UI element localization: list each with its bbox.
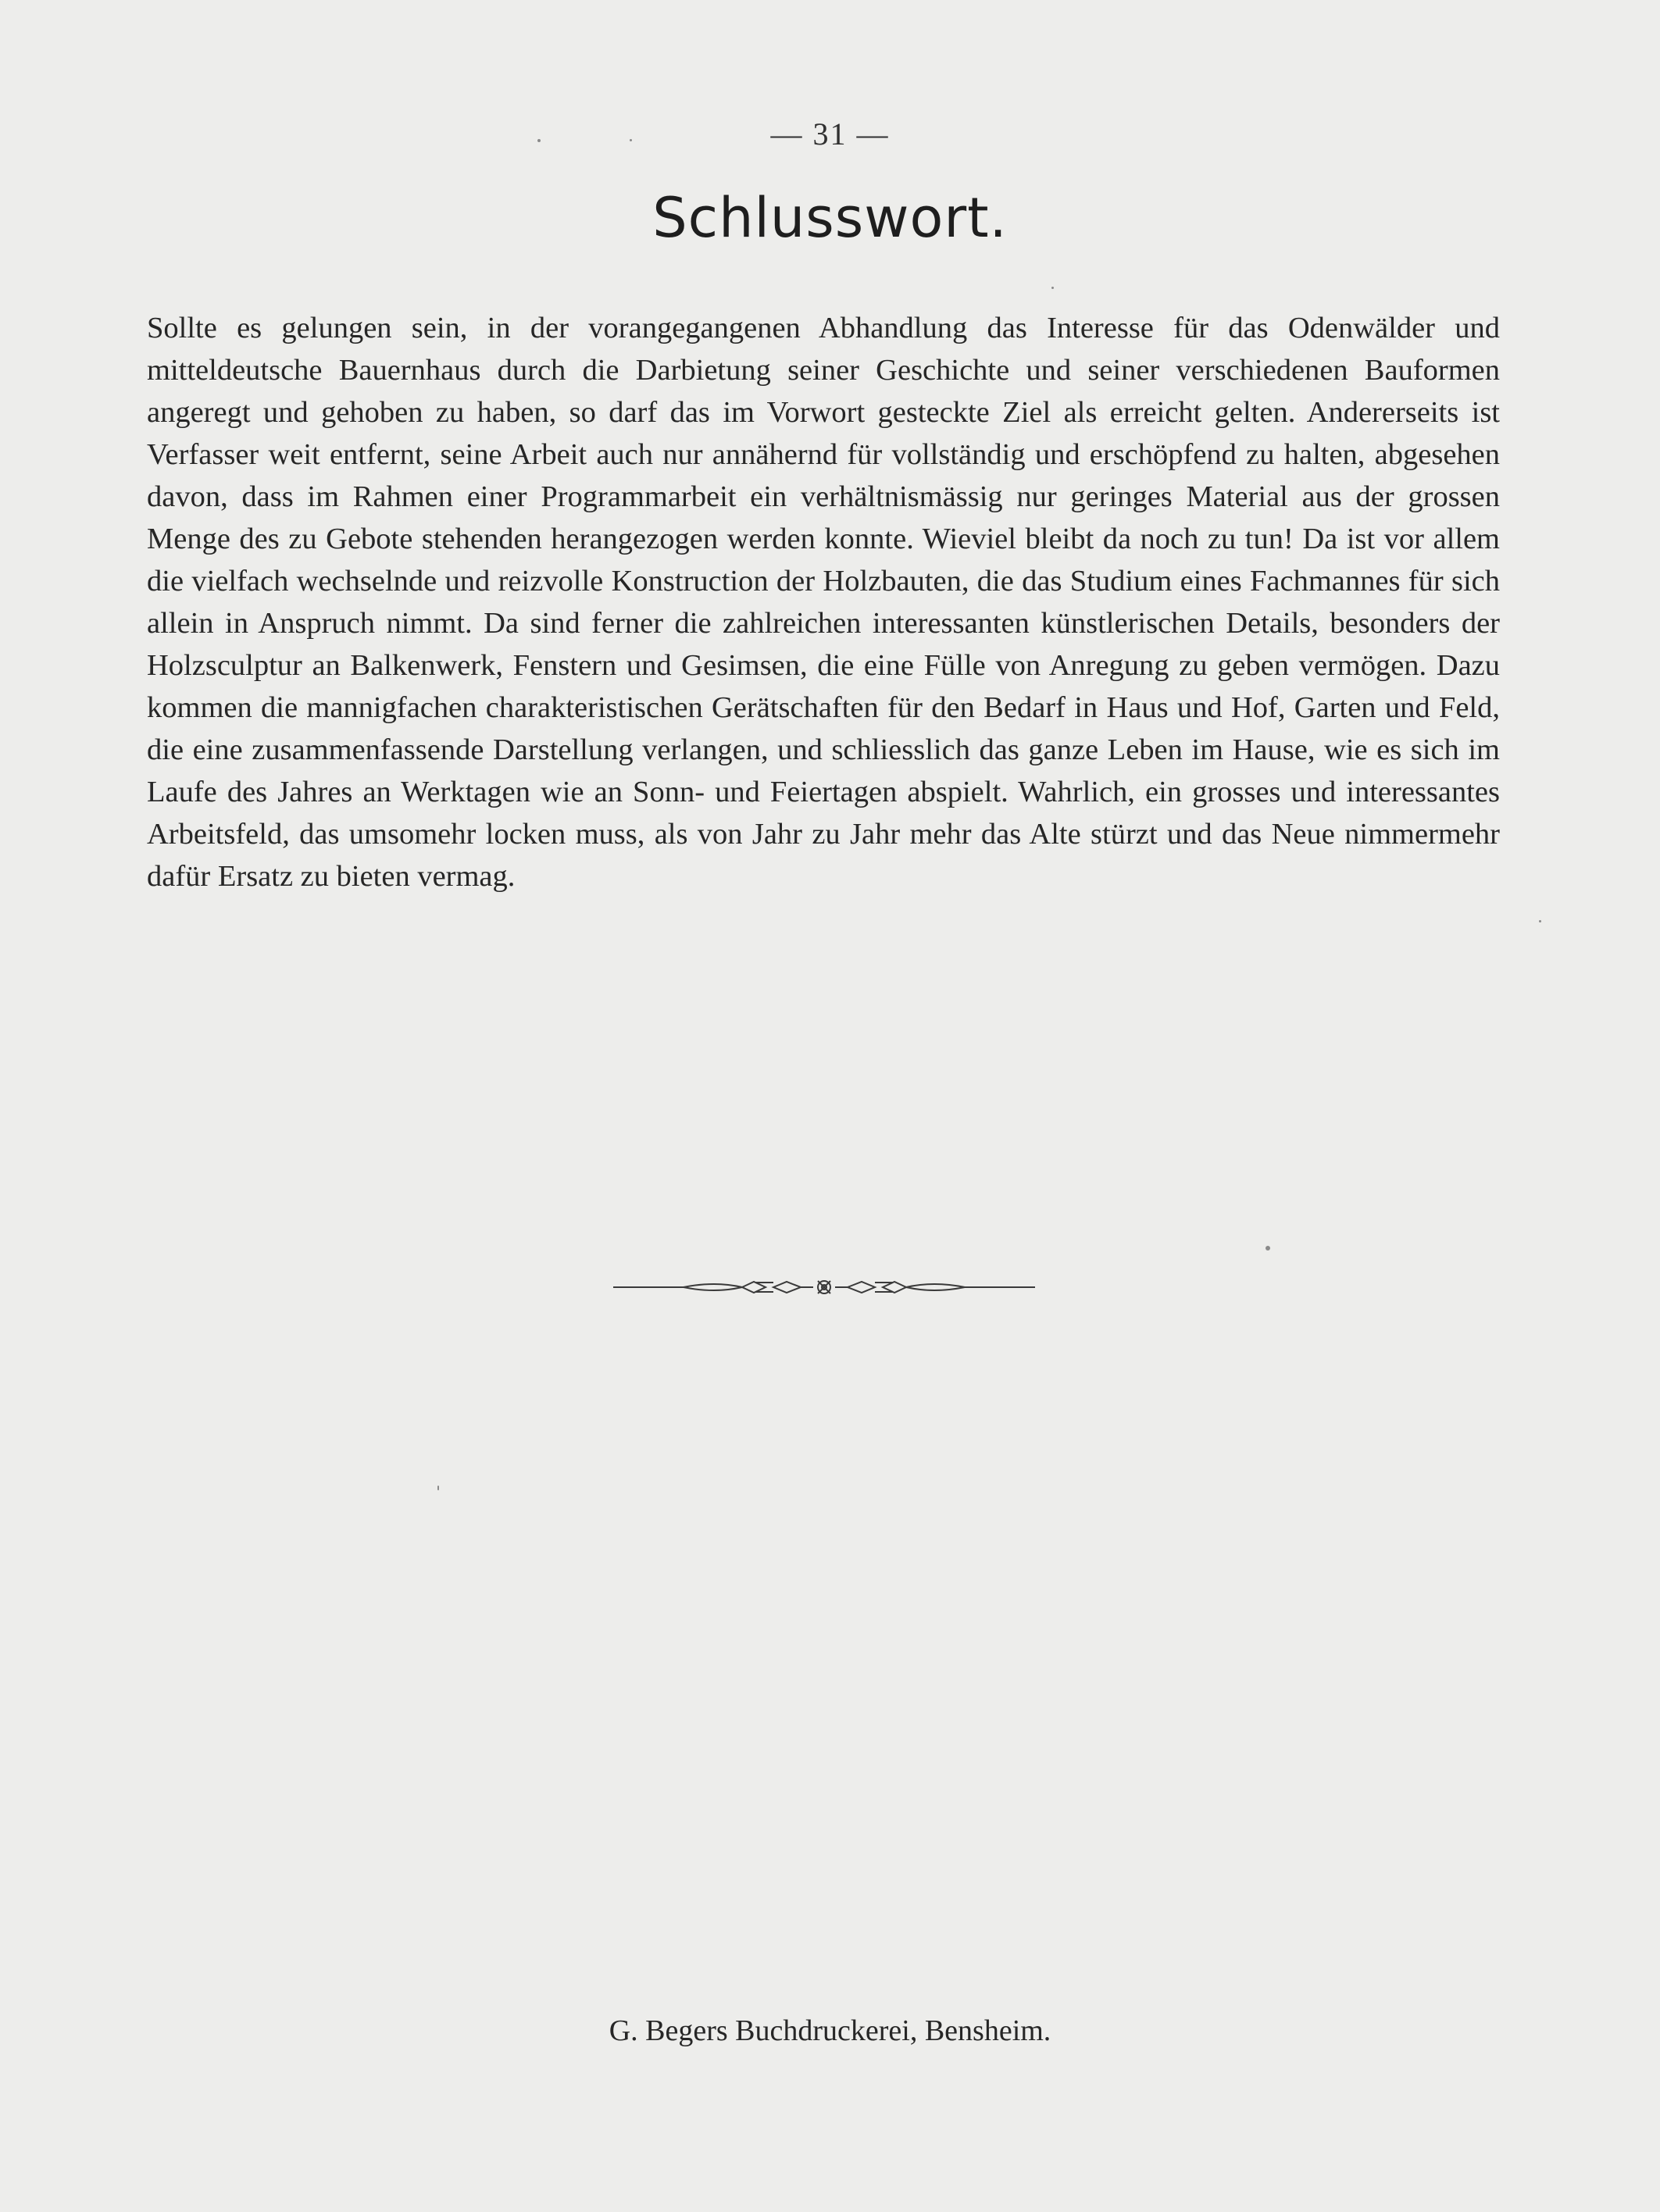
scan-speck bbox=[1051, 287, 1054, 289]
scan-speck bbox=[437, 1486, 439, 1490]
scan-speck bbox=[630, 139, 632, 141]
page-title: Schlusswort. bbox=[652, 186, 1008, 250]
decorative-rule-icon bbox=[613, 1272, 1035, 1303]
scan-speck bbox=[1539, 920, 1541, 922]
body-paragraph: Sollte es gelungen sein, in der vorangegangenen Abhandlung das Interesse für das Odenwälder und mitteldeutsche Bauernhaus durch die Darbietung seiner Geschichte und seiner verschiedenen Bauformen angeregt und gehoben zu haben, so darf das im Vorwort gesteckte Ziel als erreicht gelten. Andererseits ist Verfasser weit entfernt, seine Arbeit auch nur annähernd für vollständig und erschöpfend zu halten, abgesehen davon, dass im Rahmen einer Programmarbeit ein verhältnismässig nur geringes Material aus der grossen Menge des zu Gebote stehenden herangezogen werden konnte. Wieviel bleibt da noch zu tun! Da ist vor allem die vielfach wechselnde und reizvolle Konstruction der Holzbauten, die das Studium eines Fachmannes für sich allein in Anspruch nimmt. Da sind ferner die zahlreichen interessanten künstlerischen Details, besonders der Holzsculptur an Balkenwerk, Fenstern und Gesimsen, die eine Fülle von Anregung zu geben vermögen. Dazu kommen die mannigfachen charakteristischen Gerätschaften für den Bedarf in Haus und Hof, Garten und Feld, die eine zusammenfassende Darstellung verlangen, und schliesslich das ganze Leben im Hause, wie es sich im Laufe des Jahres an Werktagen wie an Sonn- und Feiertagen abspielt. Wahrlich, ein grosses und interessantes Arbeitsfeld, das umsomehr locken muss, als von Jahr zu Jahr mehr das Alte stürzt und das Neue nimmermehr dafür Ersatz zu bieten vermag. bbox=[147, 312, 1500, 893]
printer-imprint: G. Begers Buchdruckerei, Bensheim. bbox=[609, 2014, 1051, 2047]
page-number: — 31 — bbox=[770, 116, 890, 152]
scan-speck bbox=[537, 139, 541, 142]
scan-speck bbox=[1266, 1246, 1270, 1250]
